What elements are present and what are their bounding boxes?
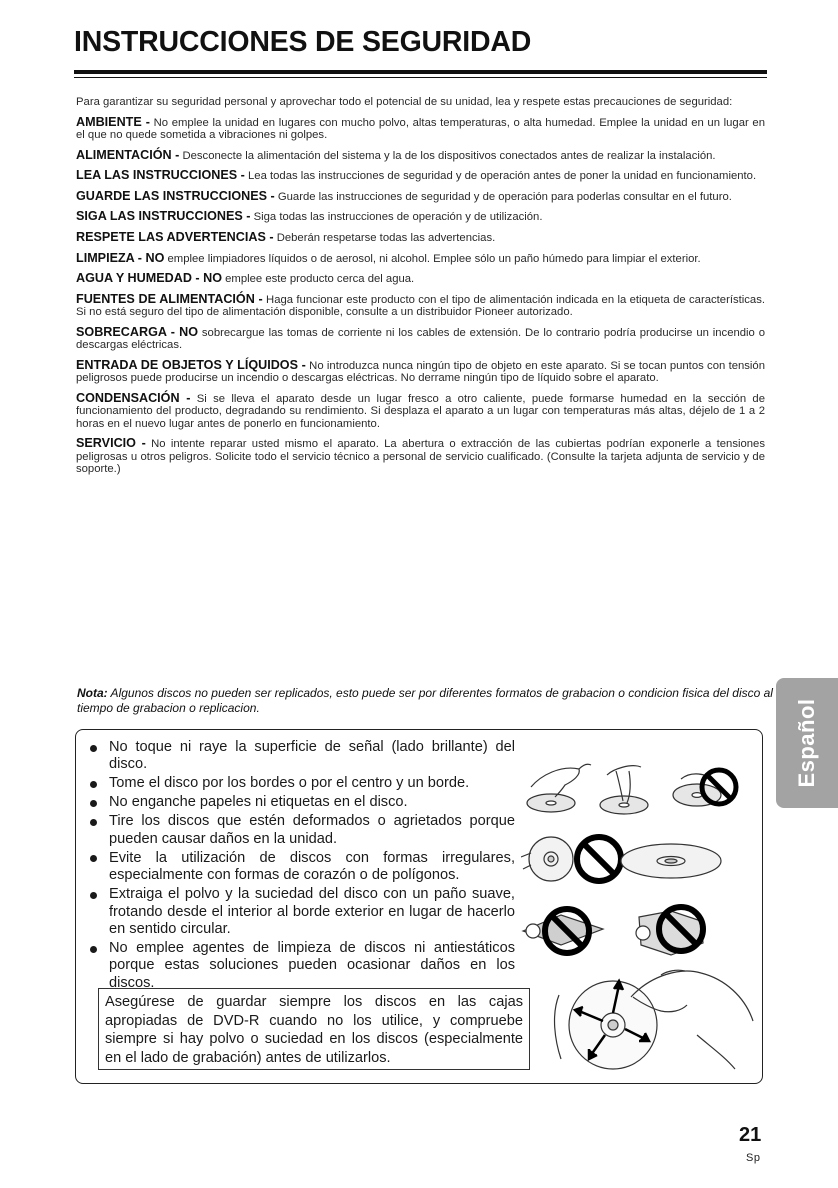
title-rule-thick [74,70,767,74]
paragraph-label: GUARDE LAS INSTRUCCIONES - [76,188,275,203]
paragraph-condensacion: CONDENSACIÓN - Si se lleva el aparato desde un lugar fresco a otro caliente, puede formarse humedad en la sección de funcionamiento del producto, degradando su rendimiento. Si desplaza el aparato a un lugar con temperaturas más altas, déjelo de 1 a 2 horas en el nuevo lugar antes de ponerlo en funcionamiento. [76,390,765,430]
paragraph-guarde-instrucciones: GUARDE LAS INSTRUCCIONES - Guarde las instrucciones de seguridad y de operación para poderlas consultar en el futuro. [76,188,732,203]
paragraph-label: RESPETE LAS ADVERTENCIAS - [76,229,274,244]
paragraph-alimentacion: ALIMENTACIÓN - Desconecte la alimentación del sistema y la de los dispositivos conectados antes de realizar la instalación. [76,147,716,162]
paragraph-advertencias: RESPETE LAS ADVERTENCIAS - Deberán respetarse todas las advertencias. [76,229,496,244]
paragraph-sobrecarga: SOBRECARGA - NO sobrecargue las tomas de corriente ni los cables de extensión. De lo contrario podría producirse un incendio o descargas eléctricas. [76,324,765,352]
bullet-icon [90,819,97,826]
bullet-icon [90,800,97,807]
disc-hold-edge-illustration [527,764,591,812]
page-number: 21 [739,1124,762,1146]
paragraph-entrada-objetos: ENTRADA DE OBJETOS Y LÍQUIDOS - No introduzca nunca ningún tipo de objeto en este aparato. Si se tocan puntos con tensión peligrosos puede producirse un incendio o descargas eléctricas. No derrame ningún tipo de líquido sobre el aparato. [76,357,765,385]
paragraph-fuentes-alimentacion: FUENTES DE ALIMENTACIÓN - Haga funcionar este producto con el tipo de alimentación indicada en la etiqueta de características. Si no está seguro del tipo de alimentación disponible, consulte a un distribuidor Pioneer autorizado. [76,291,765,319]
list-item: Tome el disco por los bordes o por el centro y un borde. [90,775,515,792]
note-label: Nota: [77,686,108,700]
paragraph-label: ENTRADA DE OBJETOS Y LÍQUIDOS - [76,357,306,372]
bullet-icon [90,855,97,862]
disc-hold-center-illustration [600,766,648,814]
paragraph-label: FUENTES DE ALIMENTACIÓN - [76,291,263,306]
paragraph-label: SOBRECARGA - NO [76,324,199,339]
bullet-icon [90,745,97,752]
paragraph-agua-humedad: AGUA Y HUMEDAD - NO emplee este producto cerca del agua. [76,271,415,286]
bullet-icon [90,781,97,788]
disc-handling-box [75,729,763,1084]
list-item: Evite la utilización de discos con formas irregulares, especialmente con formas de corazón o de polígonos. [90,850,515,885]
list-item: No emplee agentes de limpieza de discos ni antiestáticos porque estas soluciones pueden ocasionar daños en los discos. [90,940,515,992]
paragraph-ambiente: AMBIENTE - No emplee la unidad en lugares con mucho polvo, altas temperaturas, o alta humedad. Emplee la unidad en un lugar en el que no quede sometida a vibraciones ni golpes. [76,114,765,141]
paragraph-label: ALIMENTACIÓN - [76,147,180,162]
disc-icon [521,837,573,881]
title-rule-thin [74,77,767,78]
paragraph-label: LIMPIEZA - NO [76,250,165,265]
disc-handling-illustrations [521,735,757,1078]
list-item: Tire los discos que estén deformados o agrietados porque pueden causar daños en la unidad. [90,813,515,848]
intro-paragraph: Para garantizar su seguridad personal y aprovechar todo el potencial de su unidad, lea y respete estas precauciones de seguridad: [76,96,733,108]
language-tab: Español [776,678,838,808]
paragraph-label: SIGA LAS INSTRUCCIONES - [76,209,251,224]
storage-callout: Asegúrese de guardar siempre los discos en las cajas apropiadas de DVD-R cuando no los utilice, y compruebe siempre si hay polvo o suciedad en los discos (especialmente en el lado de grabación) antes de utilizarlos. [98,988,530,1070]
paragraph-label: LEA LAS INSTRUCCIONES - [76,168,245,183]
bullet-icon [90,946,97,953]
disc-handling-list [90,739,515,994]
paragraph-label: AGUA Y HUMEDAD - NO [76,271,223,286]
page-language-code: Sp [746,1152,761,1164]
paragraph-label: AMBIENTE - [76,114,150,129]
paragraph-label: CONDENSACIÓN - [76,390,191,405]
list-item: Extraiga el polvo y la suciedad del disco con un paño suave, frotando desde el interior al borde exterior en lugar de hacerlo en sentido circular. [90,886,515,938]
warped-disc-illustration [621,844,721,878]
note: Nota: Algunos discos no pueden ser replicados, esto puede ser por diferentes formatos de grabacion o condicion fisica del disco al tiempo de grabacion o replicacion. [77,686,773,715]
bullet-icon [90,892,97,899]
prohibition-icon [577,837,621,881]
cleaning-disc-illustration [569,981,657,1069]
paragraph-servicio: SERVICIO - No intente reparar usted mismo el aparato. La abertura o extracción de las cubiertas podrían exponerle a tensiones peligrosas u otros peligros. Solicite todo el servicio técnico a personal de servicio cualificado. (Consulte la tarjeta adjunta de servicio y de soporte.) [76,436,765,475]
page-title: INSTRUCCIONES DE SEGURIDAD [74,26,532,58]
cloth-edge-line [555,995,561,1059]
paragraph-label: SERVICIO - [76,436,146,451]
paragraph-lea-instrucciones: LEA LAS INSTRUCCIONES - Lea todas las instrucciones de seguridad y de operación antes de poner la unidad en funcionamiento. [76,168,757,183]
paragraph-limpieza: LIMPIEZA - NO emplee limpiadores líquidos o de aerosol, ni alcohol. Emplee sólo un paño húmedo para limpiar el exterior. [76,250,701,265]
paragraph-siga-instrucciones: SIGA LAS INSTRUCCIONES - Siga todas las instrucciones de operación y de utilización. [76,209,543,224]
list-item: No toque ni raye la superficie de señal (lado brillante) del disco. [90,739,515,774]
list-item: No enganche papeles ni etiquetas en el disco. [90,794,515,811]
safety-instructions [76,96,765,483]
